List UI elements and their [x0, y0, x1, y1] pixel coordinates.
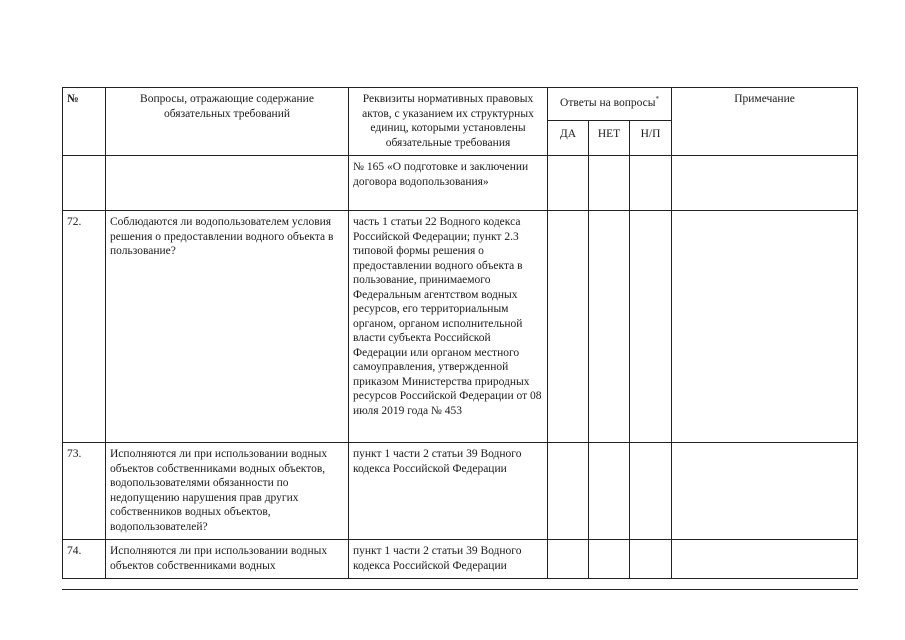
- answer-yes-cell[interactable]: [548, 211, 589, 443]
- note-cell[interactable]: [672, 540, 858, 579]
- answer-na-cell[interactable]: [630, 443, 672, 540]
- header-note: Примечание: [672, 88, 858, 156]
- answer-yes-cell[interactable]: [548, 156, 589, 211]
- row-question: Исполняются ли при использовании водных объектов собственниками водных: [106, 540, 349, 579]
- answer-na-cell[interactable]: [630, 540, 672, 579]
- row-question: [106, 156, 349, 211]
- table-row: [63, 540, 858, 579]
- row-requisites: часть 1 статьи 22 Водного кодекса Российской Федерации; пункт 2.3 типовой формы решения о предоставлении водного объекта в пользование, принимаемого Федеральным агентством водных ресурсов, его территориальным органом, органом исполнительной власти субъекта Российской Федерации или органом местного самоуправления, утвержденной приказом Министерства природных ресурсов Российской Федерации от 08 июля 2019 года № 453: [349, 211, 548, 443]
- header-questions: Вопросы, отражающие содержание обязательных требований: [106, 88, 349, 156]
- row-question: Исполняются ли при использовании водных объектов собственниками водных объектов, водопользователями обязанности по недопущению нарушения прав других собственников водных объектов, водопользователей?: [106, 443, 349, 540]
- answer-na-cell[interactable]: [630, 156, 672, 211]
- header-num: №: [63, 88, 106, 156]
- page-bottom-rule: [62, 589, 858, 590]
- table-row: [63, 443, 858, 540]
- header-requisites: Реквизиты нормативных правовых актов, с указанием их структурных единиц, которыми установлены обязательные требования: [349, 88, 548, 156]
- answer-no-cell[interactable]: [589, 443, 630, 540]
- header-na: Н/П: [630, 121, 672, 156]
- answer-no-cell[interactable]: [589, 156, 630, 211]
- row-requisites: № 165 «О подготовке и заключении договора водопользования»: [349, 156, 548, 211]
- header-row: [63, 88, 858, 121]
- answer-yes-cell[interactable]: [548, 443, 589, 540]
- note-cell[interactable]: [672, 156, 858, 211]
- answer-na-cell[interactable]: [630, 211, 672, 443]
- row-requisites: пункт 1 части 2 статьи 39 Водного кодекса Российской Федерации: [349, 540, 548, 579]
- header-yes: ДА: [548, 121, 589, 156]
- header-no: НЕТ: [589, 121, 630, 156]
- header-answers: [548, 88, 672, 121]
- table-row: [63, 156, 858, 211]
- row-num: [63, 156, 106, 211]
- note-cell[interactable]: [672, 443, 858, 540]
- answer-yes-cell[interactable]: [548, 540, 589, 579]
- row-requisites: пункт 1 части 2 статьи 39 Водного кодекса Российской Федерации: [349, 443, 548, 540]
- row-num: 73.: [63, 443, 106, 540]
- header-answers-label: Ответы на вопросы: [560, 96, 656, 109]
- header-answers-mark: *: [655, 95, 659, 103]
- table-row: [63, 211, 858, 443]
- row-question: Соблюдаются ли водопользователем условия решения о предоставлении водного объекта в пользование?: [106, 211, 349, 443]
- answer-no-cell[interactable]: [589, 211, 630, 443]
- row-num: 72.: [63, 211, 106, 443]
- note-cell[interactable]: [672, 211, 858, 443]
- answer-no-cell[interactable]: [589, 540, 630, 579]
- checklist-table: [62, 87, 858, 579]
- row-num: 74.: [63, 540, 106, 579]
